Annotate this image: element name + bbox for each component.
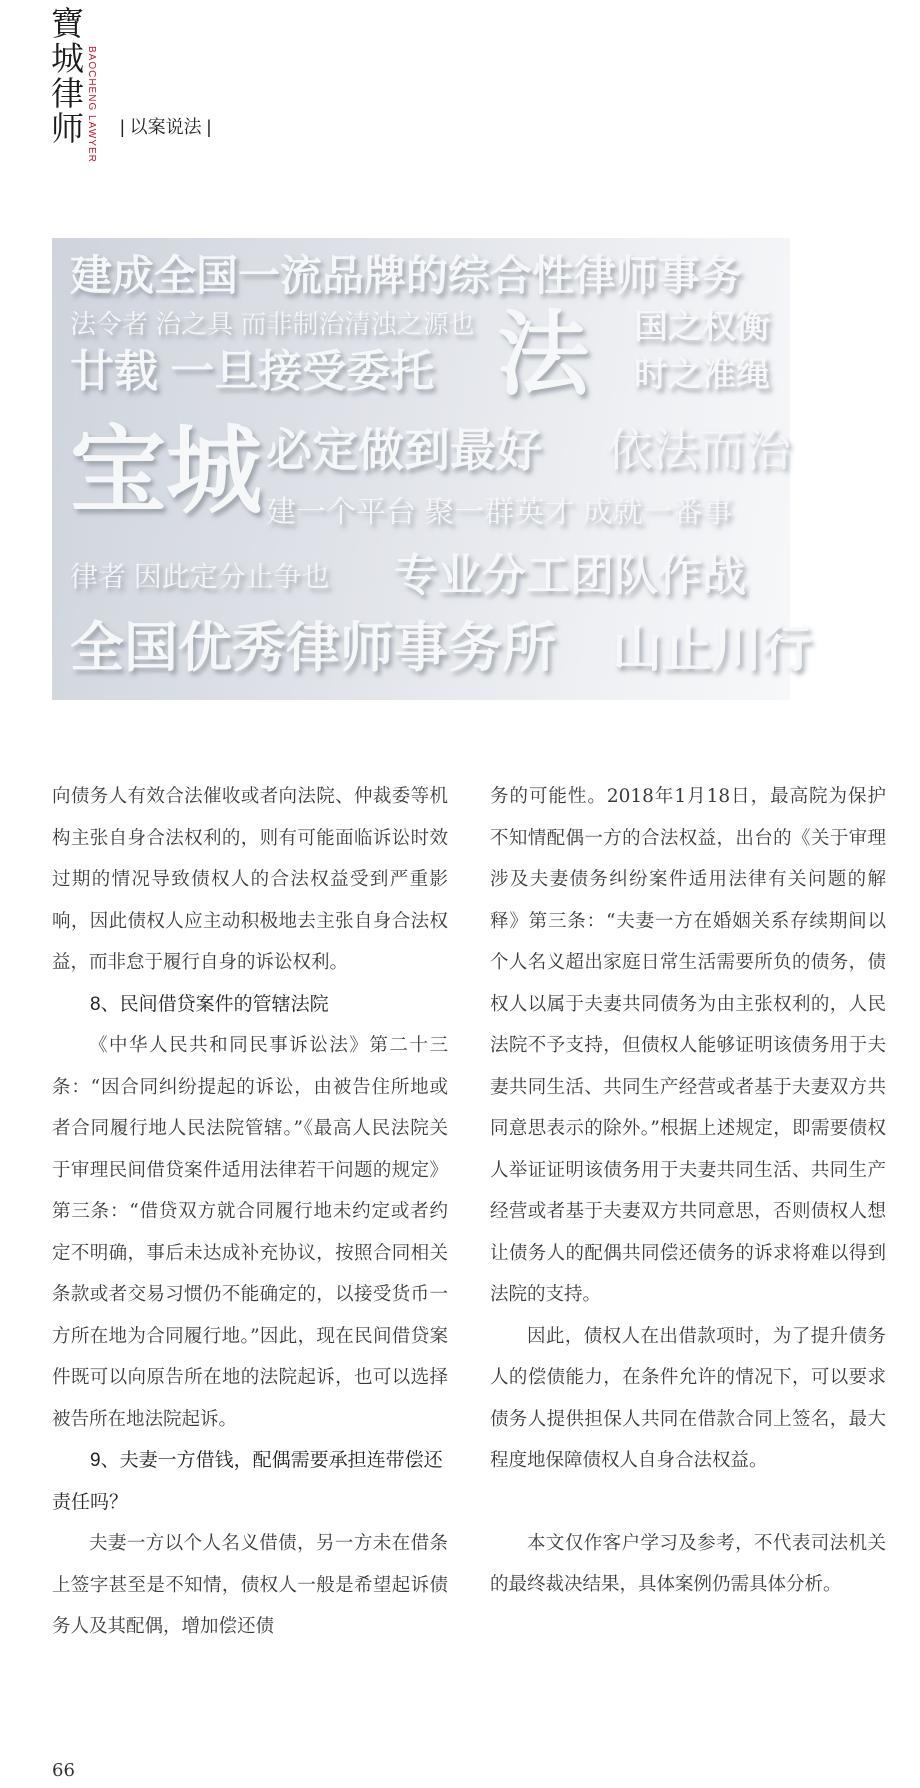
section-tag: | 以案说法 | <box>120 117 212 137</box>
disclaimer-paragraph: 本文仅作客户学习及参考，不代表司法机关的最终裁决结果，具体案例仍需具体分析。 <box>490 1532 886 1595</box>
wall-line-3: 廿载 一旦接受委托 <box>70 347 435 396</box>
wall-line-5: 国之权衡 <box>634 308 770 346</box>
logo-chinese-text: 寶城律师 <box>46 6 85 146</box>
wall-line-14: 山止川行 <box>612 621 812 677</box>
wall-line-2: 法令者 治之具 而非制治清浊之源也 <box>70 309 475 339</box>
left-paragraph-3: 夫妻一方以个人名义借债，另一方未在借条上签字甚至是不知情，债权人一般是希望起诉债务人及其配偶，增加偿还债 <box>52 1533 448 1637</box>
wall-line-13: 全国优秀律师事务所 <box>70 618 556 678</box>
wall-line-12: 专业分工团队作战 <box>394 551 746 600</box>
baocheng-logo <box>46 6 102 178</box>
left-paragraph-1: 向债务人有效合法催收或者向法院、仲裁委等机构主张自身合法权利的，则有可能面临诉讼时效过期的情况导致债权人的合法权益受到严重影响，因此债权人应主动积极地去主张自身合法权益，而非怠于履行自身的诉讼权利。 <box>52 786 448 973</box>
heading-9-spouse-liability: 9、夫妻一方借钱，配偶需要承担连带偿还责任吗？ <box>52 1450 443 1513</box>
right-paragraph-2: 因此，债权人在出借款项时，为了提升债务人的偿债能力，在条件允许的情况下，可以要求债务人提供担保人共同在借款合同上签名，最大程度地保障债权人自身合法权益。 <box>490 1325 886 1471</box>
page-number: 66 <box>52 1760 75 1781</box>
wall-line-1: 建成全国一流品牌的综合性律师事务 <box>70 252 743 299</box>
left-paragraph-2: 《中华人民共和同民事诉讼法》第二十三条：“因合同纠纷提起的诉讼，由被告住所地或者合同履行地人民法院管辖。”《最高人民法院关于审理民间借贷案件适用法律若干问题的规定》第三条：“借贷双方就合同履行地未约定或者约定不明确，事后未达成补充协议，按照合同相关条款或者交易习惯仍不能确定的，以接受货币一方所在地为合同履行地。”因此，现在民间借贷案件既可以向原告所在地的法院起诉，也可以选择被告所在地法院起诉。 <box>52 1035 448 1430</box>
heading-8-jurisdiction: 8、民间借贷案件的管辖法院 <box>90 993 329 1015</box>
right-column <box>490 776 886 1606</box>
wall-line-11: 律者 因此定分止争也 <box>70 561 330 592</box>
left-column <box>52 776 448 1648</box>
wall-lettering-photo <box>52 238 812 700</box>
wall-line-10: 建一个平台 聚一群英才 成就一番事 <box>266 496 733 529</box>
wall-line-6: 时之准绳 <box>634 356 770 394</box>
wall-line-9: 依法而治 <box>607 424 791 476</box>
wall-line-4: 法 <box>497 304 590 406</box>
wall-line-8: 必定做到最好 <box>266 424 542 476</box>
right-paragraph-1: 务的可能性。2018年1月18日，最高院为保护不知情配偶一方的合法权益，出台的《关于审理涉及夫妻债务纠纷案件适用法律有关问题的解释》第三条：“夫妻一方在婚姻关系存续期间以个人名义超出家庭日常生活需要所负的债务，债权人以属于夫妻共同债务为由主张权利的，人民法院不予支持，但债权人能够证明该债务用于夫妻共同生活、共同生产经营或者基于夫妻双方共同意思表示的除外。”根据上述规定，即需要债权人举证证明该债务用于夫妻共同生活、共同生产经营或者基于夫妻双方共同意思，否则债权人想让债务人的配偶共同偿还债务的诉求将难以得到法院的支持。 <box>490 786 886 1305</box>
logo-english-text: BAOCHENG LAWYER <box>86 46 97 163</box>
wall-line-7: 宝城 <box>70 418 262 525</box>
